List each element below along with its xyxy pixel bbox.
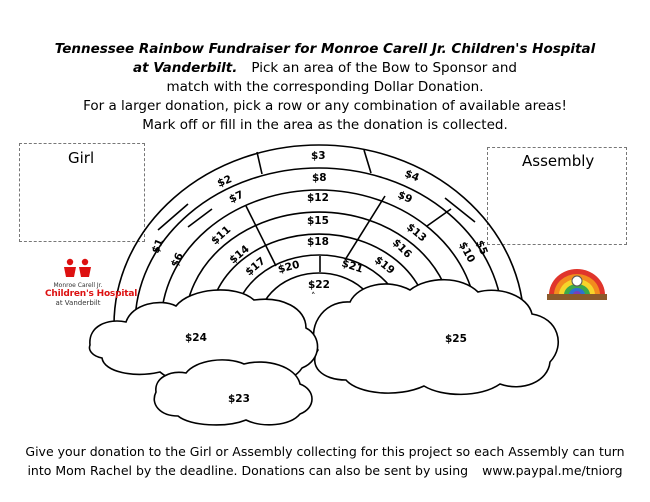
title-line: Tennessee Rainbow Fundraiser for Monroe Carell Jr. Children's Hospital (54, 41, 596, 57)
region-1[interactable]: $1 (149, 237, 167, 256)
footer (0, 442, 650, 480)
region-9[interactable]: $9 (395, 188, 415, 206)
region-12[interactable]: $12 (307, 192, 329, 204)
title-emphasis: at Vanderbilt. (133, 60, 238, 76)
footer-line-2-text: into Mom Rachel by the deadline. Donations can also be sent by using (27, 463, 469, 478)
logo-location: at Vanderbilt (55, 299, 101, 307)
region-15[interactable]: $15 (307, 215, 329, 227)
girl-label: Girl (68, 149, 95, 167)
region-3[interactable]: $3 (311, 150, 326, 162)
footer-line-1: Give your donation to the Girl or Assembly collecting for this project so each Assembly can turn (25, 444, 625, 459)
region-7[interactable]: $7 (227, 188, 246, 206)
region-4[interactable]: $4 (402, 167, 421, 185)
instruction-mark-off: Mark off or fill in the area as the donation is collected. (142, 117, 508, 133)
region-14[interactable]: $14 (227, 243, 252, 267)
region-21[interactable]: $21 (340, 257, 365, 276)
region-22[interactable]: $22 (308, 279, 330, 291)
region-16[interactable]: $16 (389, 236, 414, 261)
logo-brand: Children's Hospital (45, 289, 138, 299)
paypal-link[interactable]: www.paypal.me/tniorg (482, 463, 623, 478)
region-24[interactable]: $24 (185, 332, 207, 344)
instruction-pick-area: Pick an area of the Bow to Sponsor and (251, 60, 517, 76)
region-6[interactable]: $6 (168, 250, 186, 270)
instruction-match: match with the corresponding Dollar Donation. (166, 79, 484, 95)
children-figures-icon (60, 258, 96, 278)
logo-small-text: Monroe Carell Jr. (53, 282, 103, 289)
region-19[interactable]: $19 (372, 253, 397, 277)
region-20[interactable]: $20 (276, 258, 301, 276)
arrow-mark: ˄ (311, 292, 316, 302)
region-18[interactable]: $18 (307, 236, 329, 248)
region-5[interactable]: $5 (473, 238, 490, 257)
region-2[interactable]: $2 (215, 173, 234, 190)
region-25[interactable]: $25 (445, 333, 467, 345)
region-13[interactable]: $13 (404, 221, 429, 245)
region-11[interactable]: $11 (208, 223, 234, 248)
region-17[interactable]: $17 (243, 255, 268, 279)
footer-line-2 (0, 461, 650, 480)
region-23[interactable]: $23 (228, 393, 250, 405)
hospital-logo (45, 258, 138, 307)
region-10[interactable]: $10 (456, 239, 478, 265)
region-8[interactable]: $8 (312, 172, 327, 184)
instruction-larger-donation: For a larger donation, pick a row or any combination of available areas! (83, 98, 567, 114)
assembly-label: Assembly (522, 152, 595, 170)
